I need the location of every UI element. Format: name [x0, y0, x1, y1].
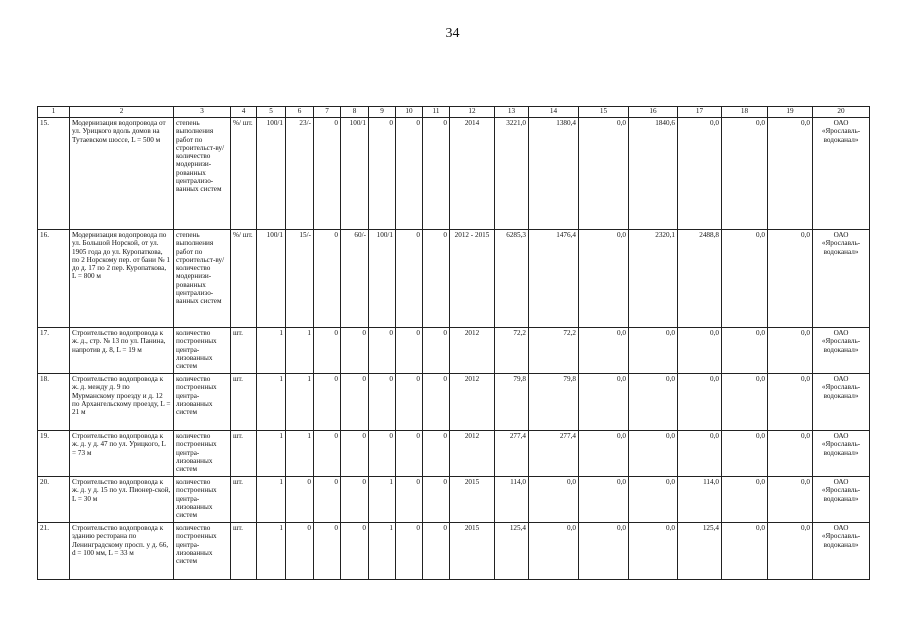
finance-cell: 0,0 — [678, 118, 722, 230]
finance-cell: 114,0 — [495, 477, 529, 523]
value-cell: 0 — [423, 230, 450, 328]
finance-cell: 0,0 — [579, 431, 629, 477]
value-cell: 0 — [369, 374, 396, 431]
finance-cell: 1476,4 — [529, 230, 579, 328]
table-row — [38, 523, 870, 580]
row-number: 20. — [38, 477, 70, 523]
finance-cell: 6285,3 — [495, 230, 529, 328]
finance-cell: 0,0 — [529, 477, 579, 523]
finance-cell: 277,4 — [529, 431, 579, 477]
value-cell: 100/1 — [369, 230, 396, 328]
organization-cell: ОАО «Ярославль-водоканал» — [813, 230, 870, 328]
measure-description: Строительство водопровода к зданию ресторана по Ленинградскому просп. у д. 66, d = 100 мм, L = 33 м — [70, 523, 174, 580]
unit-cell: шт. — [231, 374, 257, 431]
finance-cell: 0,0 — [579, 328, 629, 374]
organization-cell: ОАО «Ярославль-водоканал» — [813, 118, 870, 230]
value-cell: 1 — [369, 523, 396, 580]
finance-cell: 125,4 — [495, 523, 529, 580]
finance-cell: 0,0 — [722, 477, 768, 523]
unit-cell: %/ шт. — [231, 118, 257, 230]
column-header: 4 — [231, 107, 257, 118]
organization-cell: ОАО «Ярославль-водоканал» — [813, 431, 870, 477]
value-cell: 15/- — [286, 230, 314, 328]
finance-cell: 0,0 — [722, 118, 768, 230]
value-cell: 0 — [423, 118, 450, 230]
finance-cell: 125,4 — [678, 523, 722, 580]
column-header: 15 — [579, 107, 629, 118]
value-cell: 0 — [369, 328, 396, 374]
organization-cell: ОАО «Ярославль-водоканал» — [813, 523, 870, 580]
value-cell: 1 — [286, 328, 314, 374]
measure-description: Строительство водопровода к ж. д., стр. № 13 по ул. Панина, напротив д. 8, L = 19 м — [70, 328, 174, 374]
finance-cell: 0,0 — [722, 374, 768, 431]
unit-cell: шт. — [231, 477, 257, 523]
value-cell: 0 — [396, 477, 423, 523]
measure-description: Строительство водопровода к ж. д. между д. 9 по Мурманскому проезду и д. 12 по Архангельскому проезду, L = 21 м — [70, 374, 174, 431]
finance-cell: 114,0 — [678, 477, 722, 523]
finance-cell: 79,8 — [529, 374, 579, 431]
measure-description: Строительство водопровода к ж. д. у д. 47 по ул. Урицкого, L = 73 м — [70, 431, 174, 477]
finance-cell: 0,0 — [768, 374, 813, 431]
finance-cell: 0,0 — [768, 328, 813, 374]
value-cell: 100/1 — [341, 118, 369, 230]
indicator-name: количество построенных центра-лизованных систем — [174, 328, 231, 374]
column-header: 6 — [286, 107, 314, 118]
finance-cell: 0,0 — [579, 374, 629, 431]
column-header: 5 — [257, 107, 286, 118]
value-cell: 1 — [257, 523, 286, 580]
unit-cell: %/ шт. — [231, 230, 257, 328]
finance-cell: 2488,8 — [678, 230, 722, 328]
value-cell: 100/1 — [257, 118, 286, 230]
value-cell: 0 — [423, 328, 450, 374]
value-cell: 0 — [423, 477, 450, 523]
value-cell: 0 — [396, 431, 423, 477]
value-cell: 0 — [369, 431, 396, 477]
value-cell: 0 — [423, 374, 450, 431]
column-header: 1 — [38, 107, 70, 118]
column-header: 18 — [722, 107, 768, 118]
value-cell: 1 — [257, 431, 286, 477]
value-cell: 0 — [341, 328, 369, 374]
column-header: 9 — [369, 107, 396, 118]
column-header: 20 — [813, 107, 870, 118]
value-cell: 0 — [314, 477, 341, 523]
value-cell: 1 — [257, 477, 286, 523]
indicator-name: количество построенных центра-лизованных систем — [174, 477, 231, 523]
column-header: 16 — [629, 107, 678, 118]
column-header: 8 — [341, 107, 369, 118]
value-cell: 0 — [341, 523, 369, 580]
finance-cell: 0,0 — [678, 431, 722, 477]
finance-cell: 0,0 — [768, 118, 813, 230]
column-header: 13 — [495, 107, 529, 118]
indicator-name: количество построенных центра-лизованных систем — [174, 431, 231, 477]
row-number: 19. — [38, 431, 70, 477]
value-cell: 0 — [423, 431, 450, 477]
year-cell: 2012 — [450, 328, 495, 374]
value-cell: 0 — [396, 374, 423, 431]
column-header: 2 — [70, 107, 174, 118]
value-cell: 0 — [314, 328, 341, 374]
finance-cell: 0,0 — [579, 477, 629, 523]
value-cell: 0 — [286, 523, 314, 580]
table-row — [38, 118, 870, 230]
year-cell: 2012 - 2015 — [450, 230, 495, 328]
value-cell: 0 — [396, 523, 423, 580]
value-cell: 0 — [396, 328, 423, 374]
header-row — [38, 107, 870, 118]
value-cell: 60/- — [341, 230, 369, 328]
value-cell: 0 — [341, 477, 369, 523]
value-cell: 1 — [286, 431, 314, 477]
column-header: 19 — [768, 107, 813, 118]
finance-cell: 0,0 — [722, 523, 768, 580]
finance-cell: 0,0 — [768, 523, 813, 580]
value-cell: 0 — [423, 523, 450, 580]
finance-cell: 0,0 — [678, 328, 722, 374]
indicator-name: степень выполнения работ по строительст-ву/количество модернизи-рованных централизо-ванных систем — [174, 118, 231, 230]
finance-cell: 0,0 — [579, 523, 629, 580]
value-cell: 0 — [314, 374, 341, 431]
finance-cell: 0,0 — [678, 374, 722, 431]
column-header: 14 — [529, 107, 579, 118]
year-cell: 2015 — [450, 477, 495, 523]
finance-cell: 0,0 — [768, 477, 813, 523]
value-cell: 0 — [314, 431, 341, 477]
measure-description: Строительство водопровода к ж. д. у д. 15 по ул. Пионер-ской, L = 30 м — [70, 477, 174, 523]
indicator-name: количество построенных центра-лизованных систем — [174, 374, 231, 431]
column-header: 10 — [396, 107, 423, 118]
finance-cell: 0,0 — [768, 230, 813, 328]
year-cell: 2012 — [450, 374, 495, 431]
finance-cell: 0,0 — [629, 477, 678, 523]
table-row — [38, 230, 870, 328]
year-cell: 2015 — [450, 523, 495, 580]
finance-cell: 0,0 — [529, 523, 579, 580]
column-header: 3 — [174, 107, 231, 118]
unit-cell: шт. — [231, 523, 257, 580]
value-cell: 1 — [257, 328, 286, 374]
value-cell: 0 — [314, 230, 341, 328]
indicator-name: степень выполнения работ по строительст-ву/количество модернизи-рованных централизо-ванных систем — [174, 230, 231, 328]
row-number: 18. — [38, 374, 70, 431]
value-cell: 0 — [314, 523, 341, 580]
year-cell: 2014 — [450, 118, 495, 230]
finance-cell: 79,8 — [495, 374, 529, 431]
organization-cell: ОАО «Ярославль-водоканал» — [813, 477, 870, 523]
value-cell: 0 — [396, 230, 423, 328]
indicator-name: количество построенных центра-лизованных систем — [174, 523, 231, 580]
program-table — [37, 106, 870, 580]
finance-cell: 0,0 — [629, 374, 678, 431]
finance-cell: 0,0 — [722, 328, 768, 374]
row-number: 16. — [38, 230, 70, 328]
value-cell: 0 — [369, 118, 396, 230]
row-number: 17. — [38, 328, 70, 374]
table-row — [38, 374, 870, 431]
column-header: 7 — [314, 107, 341, 118]
finance-cell: 72,2 — [495, 328, 529, 374]
column-header: 12 — [450, 107, 495, 118]
finance-cell: 0,0 — [722, 230, 768, 328]
table-row — [38, 431, 870, 477]
finance-cell: 1380,4 — [529, 118, 579, 230]
value-cell: 0 — [286, 477, 314, 523]
measure-description: Модернизация водопровода по ул. Большой Норской, от ул. 1905 года до ул. Куропаткова, по 2 Норскому пер. от бани № 1 до д. 17 по 2 пер. Куропаткова, L = 800 м — [70, 230, 174, 328]
unit-cell: шт. — [231, 328, 257, 374]
measure-description: Модернизация водопровода от ул. Урицкого вдоль домов на Тутаевском шоссе, L = 500 м — [70, 118, 174, 230]
value-cell: 23/- — [286, 118, 314, 230]
year-cell: 2012 — [450, 431, 495, 477]
page-number: 34 — [445, 26, 460, 41]
value-cell: 1 — [369, 477, 396, 523]
organization-cell: ОАО «Ярославль-водоканал» — [813, 374, 870, 431]
column-header: 11 — [423, 107, 450, 118]
row-number: 15. — [38, 118, 70, 230]
value-cell: 0 — [314, 118, 341, 230]
finance-cell: 2320,1 — [629, 230, 678, 328]
column-header: 17 — [678, 107, 722, 118]
value-cell: 1 — [257, 374, 286, 431]
value-cell: 0 — [341, 431, 369, 477]
finance-cell: 0,0 — [629, 328, 678, 374]
finance-cell: 0,0 — [629, 431, 678, 477]
finance-cell: 277,4 — [495, 431, 529, 477]
value-cell: 1 — [286, 374, 314, 431]
finance-cell: 72,2 — [529, 328, 579, 374]
finance-cell: 0,0 — [768, 431, 813, 477]
unit-cell: шт. — [231, 431, 257, 477]
value-cell: 0 — [396, 118, 423, 230]
table-row — [38, 477, 870, 523]
value-cell: 100/1 — [257, 230, 286, 328]
table-row — [38, 328, 870, 374]
finance-cell: 0,0 — [579, 230, 629, 328]
row-number: 21. — [38, 523, 70, 580]
finance-cell: 0,0 — [579, 118, 629, 230]
finance-cell: 0,0 — [722, 431, 768, 477]
finance-cell: 3221,0 — [495, 118, 529, 230]
finance-cell: 1840,6 — [629, 118, 678, 230]
value-cell: 0 — [341, 374, 369, 431]
finance-cell: 0,0 — [629, 523, 678, 580]
organization-cell: ОАО «Ярославль-водоканал» — [813, 328, 870, 374]
